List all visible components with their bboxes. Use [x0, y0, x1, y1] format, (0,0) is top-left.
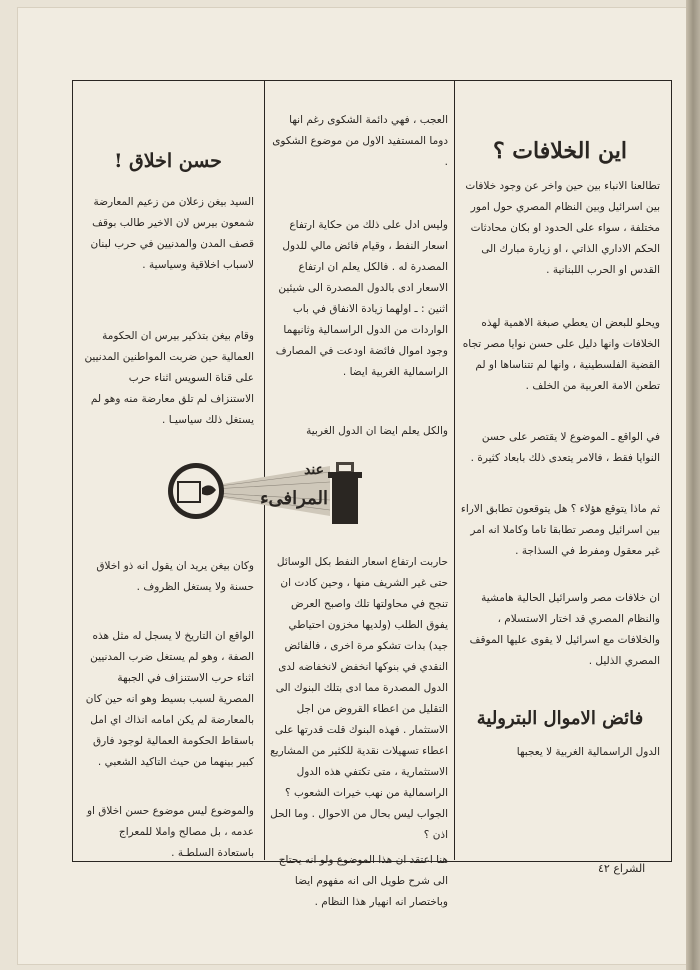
paragraph: في الواقع ـ الموضوع لا يقتصر على حسن النوايا فقط ، فالامر يتعدى ذلك بابعاد كثيرة . — [470, 431, 660, 464]
headline-where-disputes: اين الخلافات ؟ — [492, 138, 628, 164]
paragraph: العجب ، فهي دائمة الشكوى رغم انها دوما المستفيد الاول من موضوع الشكوى . — [272, 114, 448, 168]
paragraph: حاربت ارتفاع اسعار النفط بكل الوسائل حتى غير الشريف منها ، وحين كادت ان تنجح في محاولتها تلك واصبح العرض يفوق الطلب (ولديها مخزون احتياطي جيد) بدات تشكو مرة اخرى ، فالفائض النقدي في بنوكها انخفض لانخفاضه لدى الدول المصدرة مما ادى بتلك البنوك الى التقليل من اعطاء القروض من اجل الاستثمار . فهذه البنوك قلت قدرتها على اعطاء تسهيلات نقدية للكثير من المشاريع الاستثمارية ، متى تكتفي هذه الدول الراسمالية من نهب خيرات الشعوب ؟ الجواب ليس بحال من الاحوال . وما الحل اذن ؟ — [270, 556, 448, 841]
paragraph: ثم ماذا يتوقع هؤلاء ؟ هل يتوقعون تطابق الاراء بين اسرائيل ومصر تطابقا تاما وكاملا انه امر غير معقول ومفرط في السذاجة . — [460, 503, 660, 557]
column-divider-right — [454, 80, 455, 860]
paragraph: الواقع ان التاريخ لا يسجل له مثل هذه الصفة ، وهو لم يستغل ضرب المدنيين اثناء حرب الاستنزاف في الجبهة المصرية لسبب بسيط وهو انه حين كان بالمعارضة لم يكن امامه انذاك اي امل باسقاط الحكومة العمالية لوجود فارق كبير بينهما من حيث التاكيد الشعبي . — [85, 630, 254, 768]
ad-text-line2: المرافىء — [260, 488, 328, 509]
column-middle-lower — [270, 552, 448, 913]
paragraph: والكل يعلم ايضا ان الدول الغربية — [306, 425, 448, 437]
paragraph: ان خلافات مصر واسرائيل الحالية هامشية والنظام المصري قد اختار الاستسلام ، والخلافات مع اسرائيل لا يقوى عليها الموقف المصري الذليل . — [469, 592, 660, 667]
advertisement-banner — [120, 458, 420, 524]
headline-oil-surplus: فائض الاموال البترولية — [476, 708, 644, 729]
paragraph: والموضوع ليس موضوع حسن اخلاق او عدمه ، بل مصالح واملا للمعراج باستعادة السلطـة . — [86, 805, 254, 859]
paragraph: تطالعنا الانباء بين حين واخر عن وجود خلافات بين اسرائيل وبين النظام المصري حول امور مختلفة ، سواء على الحدود او بكان محادثات الحكم الاداري الذاتي ، او زيارة مبارك الى القدس او الحرب اللبنانية . — [465, 180, 660, 276]
paragraph: وكان بيغن يريد ان يقول انه ذو اخلاق حسنة ولا يستغل الظروف . — [96, 560, 254, 593]
paragraph: ويحلو للبعض ان يعطي صبغة الاهمية لهذه الخلافات وانها دليل على حسن نوايا مصر تجاه القضية الفلسطينية ، وانها لم تتناساها او لم تطعن الامة العربية من الخلف . — [462, 317, 660, 392]
column-left-lower — [82, 556, 254, 864]
paragraph: وليس ادل على ذلك من حكاية ارتفاع اسعار النفط ، وقيام فائض مالي للدول المصدرة له . فالكل يعلم ان ارتفاع الاسعار ادى بالدول المصدرة الى شيئين اثنين : ـ اولهما زيادة الانفاق في باب الواردات من الدول الراسمالية وثانيهما وجود اموال فائضة اودعت في المصارف الراسمالية الغربية ايضا . — [275, 219, 448, 378]
ad-text-line1: عند — [304, 462, 324, 478]
page-binding — [686, 0, 700, 970]
paragraph: السيد بيغن زعلان من زعيم المعارضة شمعون بيرس لان الاخير طالب بوقف قصف المدن والمدنيين في حرب لبنان لاسباب اخلاقية وسياسية . — [90, 196, 254, 271]
paragraph: وقام بيغن بتذكير بيرس ان الحكومة العمالية حين ضربت المواطنين المدنيين على قناة السويس اثناء حرب الاستنزاف لم تلق معارضة منه وهو لم يستغل ذلك سياسيـا . — [84, 330, 254, 426]
paragraph: الدول الراسمالية الغربية لا يعجبها — [516, 746, 660, 758]
page-footer: الشراع ٤٢ — [598, 862, 646, 875]
column-middle — [270, 110, 448, 442]
paragraph: هنا اعتقد ان هذا الموضوع ولو انه يحتاج الى شرح طويل الى انه مفهوم ايضا وباختصار انه انهيار هذا النظام . — [278, 854, 448, 908]
headline-good-morals: حسن اخلاق ! — [114, 150, 222, 172]
column-right — [460, 92, 660, 763]
column-left — [82, 148, 254, 431]
